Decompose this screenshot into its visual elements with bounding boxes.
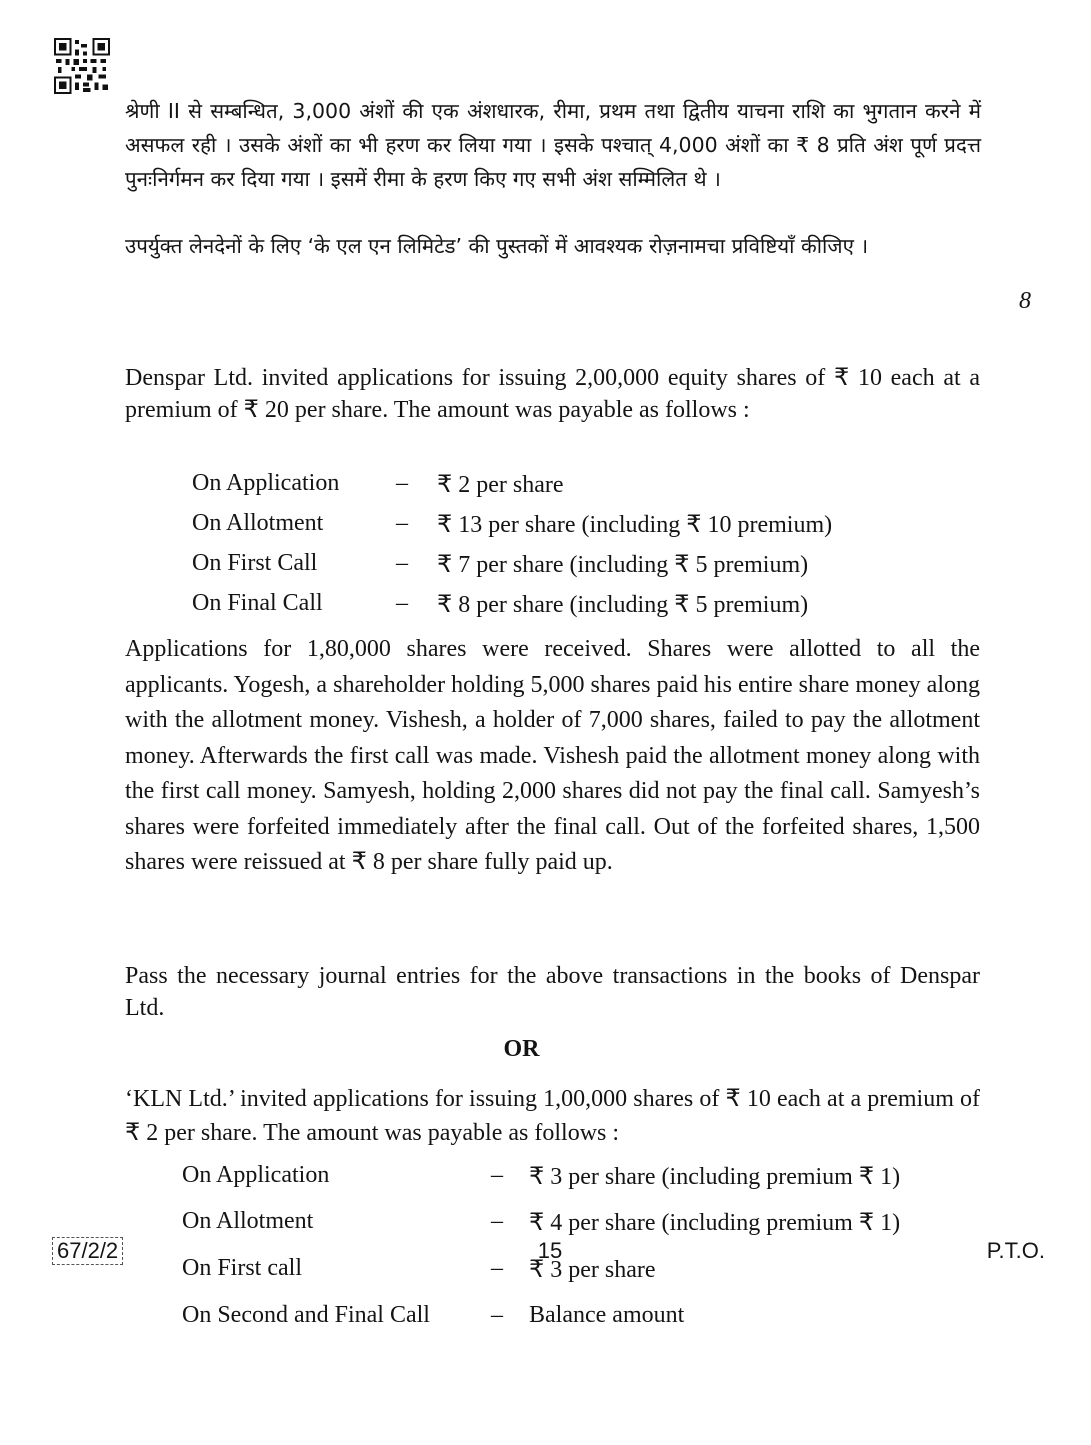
schedule-amount: ₹ 2 per share [437,472,564,498]
schedule-label: On Second and Final Call [182,1302,430,1328]
hindi-paragraph-1: श्रेणी II से सम्बन्धित, 3,000 अंशों की एक अंशधारक, रीमा, प्रथम तथा द्वितीय याचना राशि का भुगतान करने में असफल रही । उसके अंशों का भी हरण कर लिया गया । इसके पश्चात् 4,000 अंशों का ₹ 8 प्रति अंश पूर्ण प्रदत्त पुनःनिर्गमन कर दिया गया । इसमें रीमा के हरण किए गए सभी अंश सम्मिलित थे । [125,99,981,191]
schedule-label: On Allotment [182,1208,314,1234]
schedule-dash: – [491,1162,503,1188]
schedule-amount: ₹ 3 per share (including premium ₹ 1) [529,1164,901,1190]
schedule-label: On First Call [192,550,318,576]
question-2-intro: ‘KLN Ltd.’ invited applications for issuing 1,00,000 shares of ₹ 10 each at a premium of ₹ 2 per share. The amount was payable as follows : [125,1086,980,1146]
schedule-label: On Allotment [192,510,324,536]
question-marks: 8 [1019,288,1031,314]
pto-label: P.T.O. [986,1238,1045,1263]
schedule-amount: ₹ 13 per share (including ₹ 10 premium) [437,512,833,538]
schedule-dash: – [491,1208,503,1234]
schedule-label: On First call [182,1255,302,1281]
page-number: 15 [537,1238,563,1263]
schedule-dash: – [396,510,408,536]
schedule-amount: ₹ 8 per share (including ₹ 5 premium) [437,592,809,618]
schedule-label: On Application [182,1162,330,1188]
schedule-amount: Balance amount [529,1302,685,1328]
question-1-instruction: Pass the necessary journal entries for the above transactions in the books of Denspar Ltd. [125,963,980,1021]
schedule-dash: – [396,590,408,616]
schedule-amount: ₹ 7 per share (including ₹ 5 premium) [437,552,809,578]
paper-code: 67/2/2 [52,1237,123,1265]
hindi-paragraph-2: उपर्युक्त लेनदेनों के लिए ‘के एल एन लिमिटेड’ की पुस्तकों में आवश्यक रोज़नामचा प्रविष्टियाँ कीजिए । [125,234,869,258]
question-1-body: Applications for 1,80,000 shares were received. Shares were allotted to all the applicants. Yogesh, a shareholder holding 5,000 shares paid his entire share money along with the allotment money. Vishesh, a holder of 7,000 shares, failed to pay the allotment money. Afterwards the first call was made. Vishesh paid the allotment money along with the first call money. Samyesh, holding 2,000 shares did not pay the final call. Samyesh’s shares were forfeited immediately after the final call. Out of the forfeited shares, 1,500 shares were reissued at ₹ 8 per share fully paid up. [125,636,980,875]
schedule-dash: – [491,1302,503,1328]
schedule-label: On Application [192,470,340,496]
schedule-label: On Final Call [192,590,323,616]
qr-code-icon [54,38,110,94]
schedule-dash: – [396,550,408,576]
question-1-intro: Denspar Ltd. invited applications for issuing 2,00,000 equity shares of ₹ 10 each at a premium of ₹ 20 per share. The amount was payable as follows : [125,365,980,423]
schedule-amount: ₹ 4 per share (including premium ₹ 1) [529,1210,901,1236]
or-separator: OR [503,1036,540,1062]
schedule-amount: ₹ 3 per share [529,1257,656,1283]
schedule-dash: – [396,470,408,496]
schedule-dash: – [491,1255,503,1281]
